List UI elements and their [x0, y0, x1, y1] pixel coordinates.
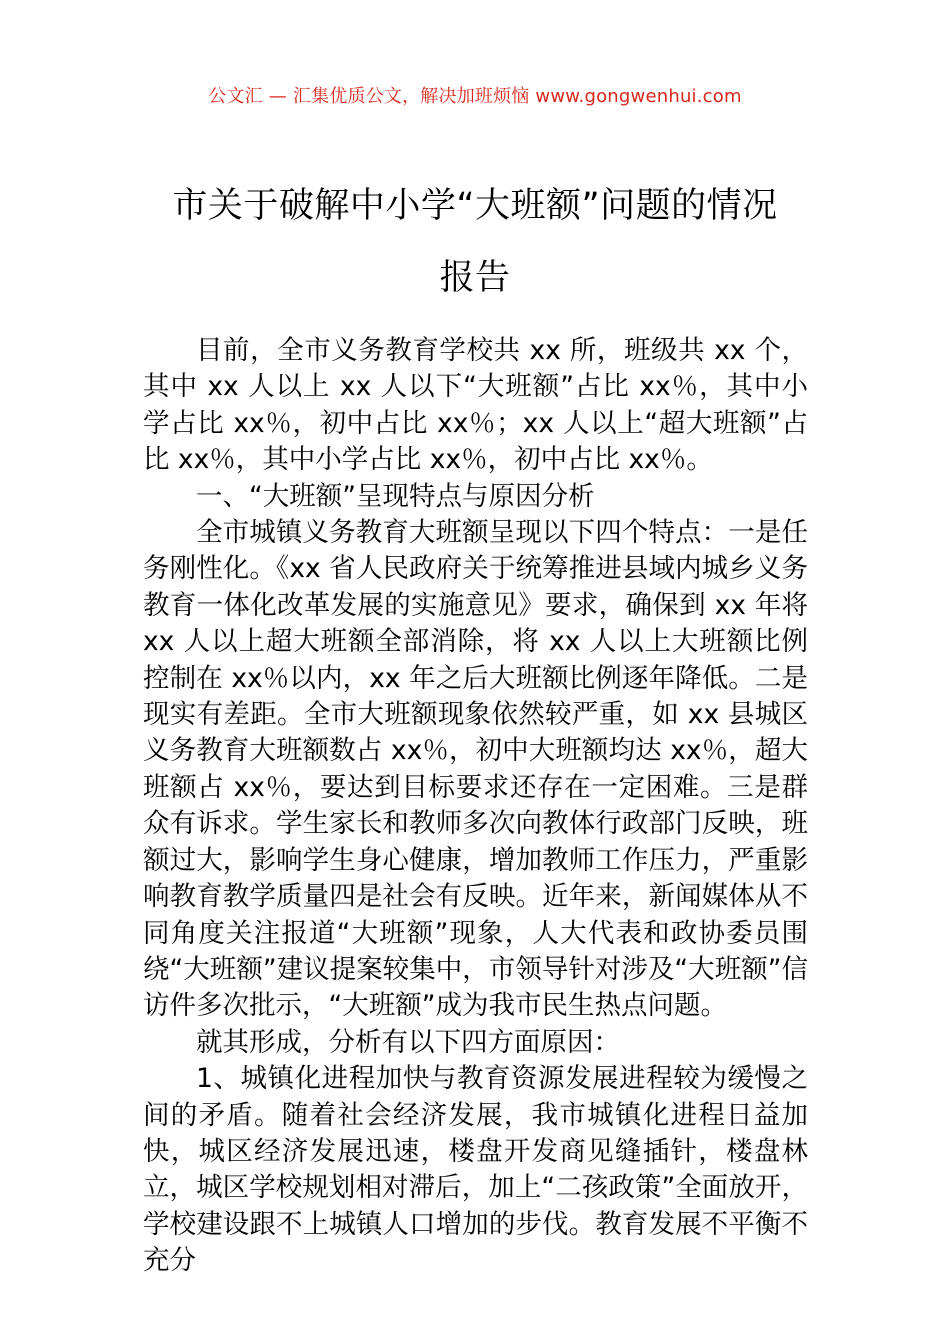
title-line-2: 报告 — [439, 258, 511, 298]
title-line-1: 市关于破解中小学“大班额”问题的情况 — [172, 186, 778, 226]
paragraph-features: 全市城镇义务教育大班额呈现以下四个特点：一是任务刚性化。《xx 省人民政府关于统筹推进县域内城乡义务教育一体化改革发展的实施意见》要求，确保到 xx 年将 xx 人以上超大班额全部消除，将 xx 人以上大班额比例控制在 xx％以内，xx 年之后大班额比例逐年降低。二是现实有差距。全市大班额现象依然较严重，如 xx 县城区义务教育大班额数占 xx％，初中大班额均达 xx％，超大班额占 xx％，要达到目标要求还存在一定困难。三是群众有诉求。学生家长和教师多次向教体行政部门反映，班额过大，影响学生身心健康，增加教师工作压力，严重影响教育教学质量四是社会有反映。近年来，新闻媒体从不同角度关注报道“大班额”现象，人大代表和政协委员围绕“大班额”建议提案较集中，市领导针对涉及“大班额”信访件多次批示，“大班额”成为我市民生热点问题。 — [143, 517, 808, 1022]
paragraph-intro: 目前，全市义务教育学校共 xx 所，班级共 xx 个，其中 xx 人以上 xx 人以下“大班额”占比 xx％，其中小学占比 xx％，初中占比 xx％；xx 人以上“超大班额”占比 xx％，其中小学占比 xx％，初中占比 xx％。 — [143, 335, 808, 476]
document-body — [143, 333, 808, 1280]
paragraph-causes-intro: 就其形成，分析有以下四方面原因： — [196, 1026, 620, 1058]
paragraph-cause-1: 1、城镇化进程加快与教育资源发展进程较为缓慢之间的矛盾。随着社会经济发展，我市城镇化进程日益加快，城区经济发展迅速，楼盘开发商见缝插针，楼盘林立，城区学校规划相对滞后，加上“二孩政策”全面放开，学校建设跟不上城镇人口增加的步伐。教育发展不平衡不充分 — [143, 1063, 808, 1277]
document-title — [130, 170, 820, 314]
section-heading-1: 一、“大班额”呈现特点与原因分析 — [196, 480, 595, 512]
header-banner: 公文汇 — 汇集优质公文，解决加班烦恼 www.gongwenhui.com — [208, 86, 742, 107]
